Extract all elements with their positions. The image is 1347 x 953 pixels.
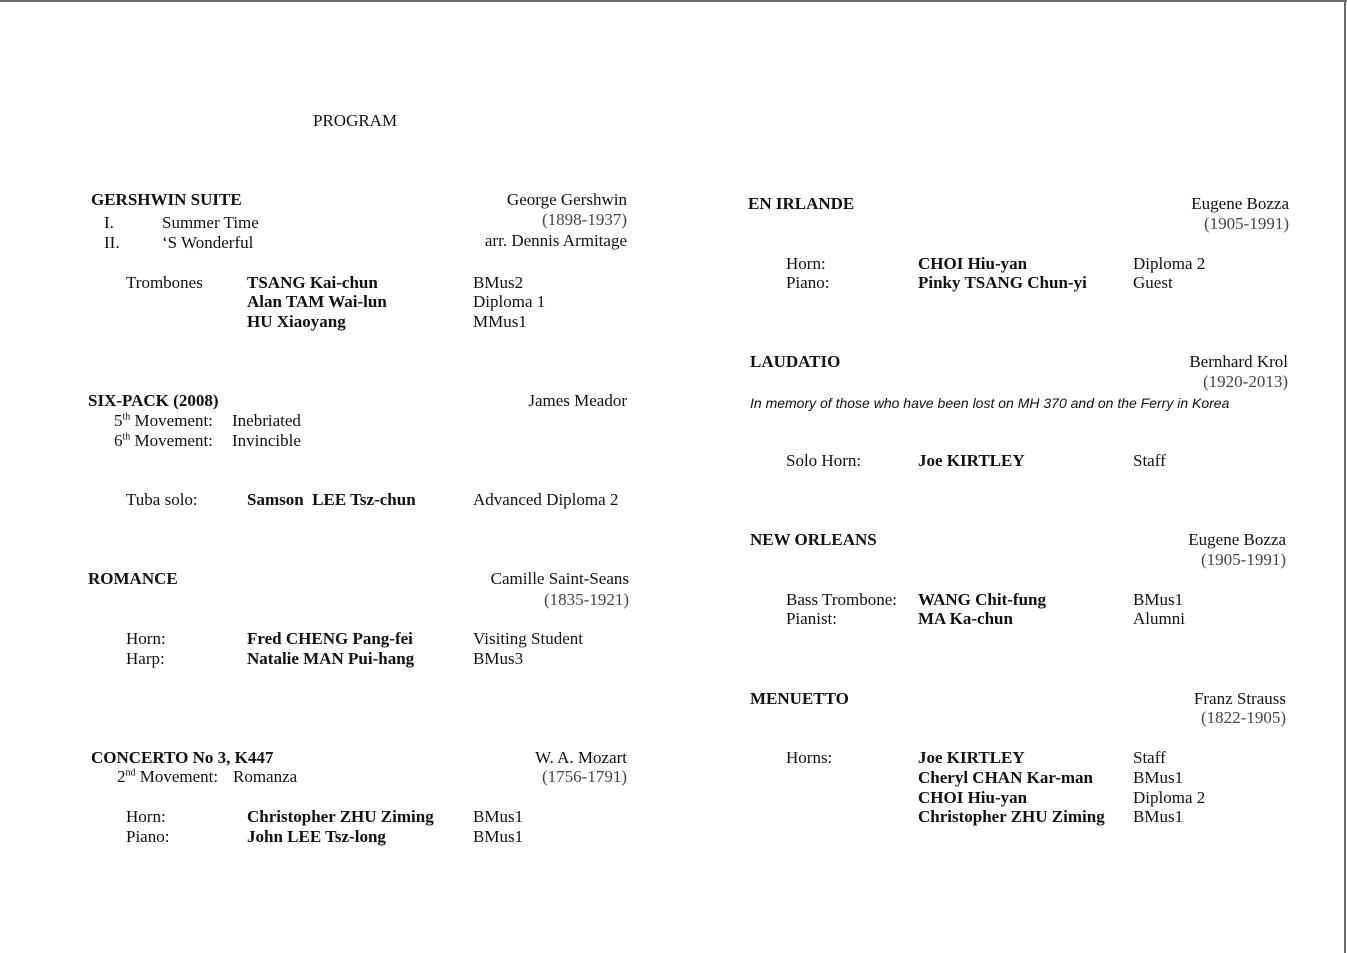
performer-role: Horn: bbox=[126, 807, 166, 826]
performer-name: MA Ka-chun bbox=[918, 609, 1013, 628]
piece-title: LAUDATIO bbox=[750, 352, 841, 371]
performer-name: Pinky TSANG Chun-yi bbox=[918, 273, 1087, 292]
performer-role: Piano: bbox=[126, 827, 170, 846]
piece-title: ROMANCE bbox=[88, 569, 178, 588]
performer-level: MMus1 bbox=[473, 312, 527, 331]
performer-role: Horn: bbox=[126, 629, 166, 648]
piece-title: EN IRLANDE bbox=[748, 194, 855, 213]
performer-name: Samson LEE Tsz-chun bbox=[247, 490, 416, 509]
movement-name: Summer Time bbox=[162, 213, 259, 232]
movement-name: Invincible bbox=[232, 431, 301, 450]
movement-name: Inebriated bbox=[232, 411, 301, 430]
composer-dates: (1822-1905) bbox=[1201, 708, 1286, 727]
performer-level: Diploma 1 bbox=[473, 292, 546, 311]
performer-role: Tuba solo: bbox=[126, 490, 198, 509]
performer-level: Staff bbox=[1133, 451, 1166, 470]
performer-name: CHOI Hiu-yan bbox=[918, 254, 1028, 273]
performer-level: BMus3 bbox=[473, 649, 524, 668]
performer-level: BMus1 bbox=[1133, 768, 1184, 787]
performer-level: Guest bbox=[1133, 273, 1173, 292]
performer-name: WANG Chit-fung bbox=[918, 590, 1046, 609]
piece-title: SIX-PACK (2008) bbox=[88, 391, 219, 410]
composer: Eugene Bozza bbox=[1188, 530, 1286, 549]
composer-dates: (1835-1921) bbox=[544, 590, 629, 609]
performer-level: BMus2 bbox=[473, 273, 524, 292]
movement-number: II. bbox=[104, 233, 120, 252]
performer-name: Christopher ZHU Ziming bbox=[247, 807, 434, 826]
performer-role: Pianist: bbox=[786, 609, 838, 628]
piece-title: MENUETTO bbox=[750, 689, 849, 708]
movement-number: I. bbox=[104, 213, 114, 232]
piece-title: GERSHWIN SUITE bbox=[91, 190, 242, 209]
composer-dates: (1905-1991) bbox=[1204, 214, 1289, 233]
composer: George Gershwin bbox=[506, 190, 627, 209]
composer: Eugene Bozza bbox=[1191, 194, 1289, 213]
performer-level: Diploma 2 bbox=[1133, 788, 1206, 807]
performer-name: Joe KIRTLEY bbox=[918, 451, 1025, 470]
piece-title: NEW ORLEANS bbox=[750, 530, 877, 549]
performer-role: Piano: bbox=[786, 273, 830, 292]
performer-name: TSANG Kai-chun bbox=[247, 273, 378, 292]
performer-name: Natalie MAN Pui-hang bbox=[247, 649, 415, 668]
performer-level: Visiting Student bbox=[473, 629, 583, 648]
movement-number: 6th Movement: bbox=[114, 431, 213, 450]
composer-dates: (1898-1937) bbox=[542, 210, 627, 229]
piece-title: CONCERTO No 3, K447 bbox=[91, 748, 274, 767]
dedication-note: In memory of those who have been lost on MH 370 and on the Ferry in Korea bbox=[750, 395, 1230, 411]
performer-role: Harp: bbox=[126, 649, 165, 668]
composer-dates: (1905-1991) bbox=[1201, 550, 1286, 569]
arranger: arr. Dennis Armitage bbox=[484, 231, 627, 250]
performer-name: Joe KIRTLEY bbox=[918, 748, 1025, 767]
performer-name: Fred CHENG Pang-fei bbox=[247, 629, 413, 648]
page-border-top bbox=[0, 0, 1347, 2]
performer-role: Trombones bbox=[126, 273, 203, 292]
performer-role: Horns: bbox=[786, 748, 833, 767]
performer-level: BMus1 bbox=[473, 807, 524, 826]
composer: W. A. Mozart bbox=[535, 748, 627, 767]
composer: James Meador bbox=[528, 391, 627, 410]
movement-number: 2nd Movement: bbox=[117, 767, 219, 786]
performer-level: BMus1 bbox=[473, 827, 524, 846]
movement-name: Romanza bbox=[233, 767, 298, 786]
performer-level: BMus1 bbox=[1133, 590, 1184, 609]
performer-level: Diploma 2 bbox=[1133, 254, 1206, 273]
composer: Camille Saint-Seans bbox=[490, 569, 629, 588]
performer-level: Staff bbox=[1133, 748, 1166, 767]
composer-dates: (1920-2013) bbox=[1203, 372, 1288, 391]
performer-role: Bass Trombone: bbox=[786, 590, 897, 609]
movement-number: 5th Movement: bbox=[114, 411, 213, 430]
performer-name: Cheryl CHAN Kar-man bbox=[918, 768, 1094, 787]
composer-dates: (1756-1791) bbox=[542, 767, 627, 786]
composer: Bernhard Krol bbox=[1189, 352, 1288, 371]
performer-name: CHOI Hiu-yan bbox=[918, 788, 1028, 807]
performer-level: BMus1 bbox=[1133, 807, 1184, 826]
composer: Franz Strauss bbox=[1193, 689, 1286, 708]
performer-name: Alan TAM Wai-lun bbox=[247, 292, 387, 311]
performer-level: Advanced Diploma 2 bbox=[473, 490, 619, 509]
performer-level: Alumni bbox=[1133, 609, 1185, 628]
performer-name: John LEE Tsz-long bbox=[247, 827, 386, 846]
movement-name: ‘S Wonderful bbox=[162, 233, 254, 252]
performer-name: HU Xiaoyang bbox=[247, 312, 346, 331]
performer-role: Horn: bbox=[786, 254, 826, 273]
page-border-right bbox=[1344, 0, 1346, 953]
program-title: PROGRAM bbox=[313, 111, 398, 130]
performer-role: Solo Horn: bbox=[786, 451, 862, 470]
performer-name: Christopher ZHU Ziming bbox=[918, 807, 1105, 826]
